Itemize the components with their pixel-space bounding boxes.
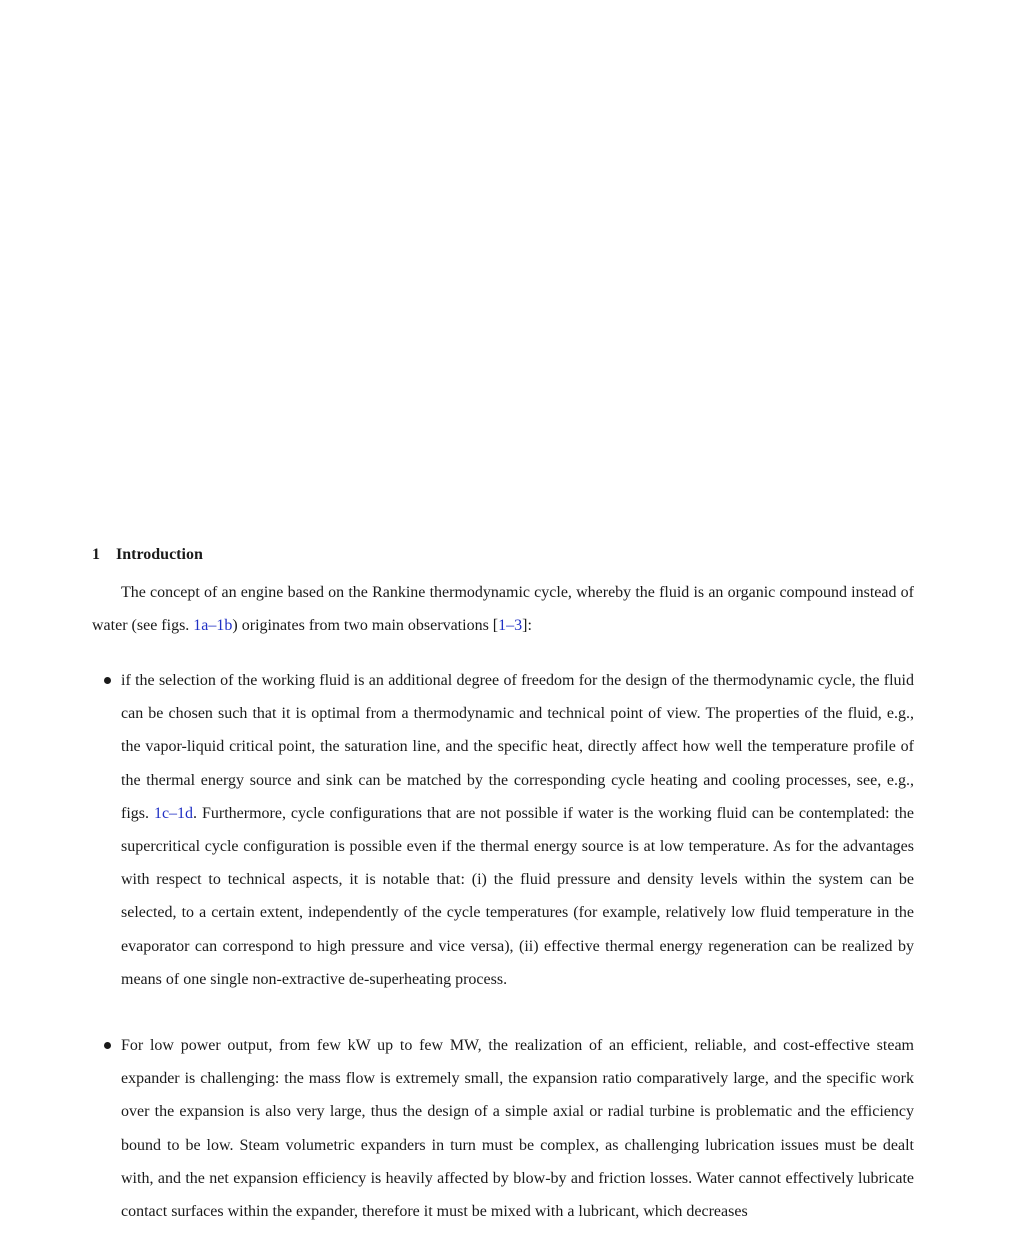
citation-ref-1[interactable]: 1: [498, 617, 507, 635]
bullet-text: if the selection of the working fluid is an additional degree of freedom for the design of the thermodynamic cycle, the fluid can be chosen such that it is optimal from a thermodynamic and technical point of view. The properties of the fluid, e.g., the vapor-liquid critical point, the saturation line, and the specific heat, directly affect how well the temperature profile of the thermal energy source and sink can be matched by the corresponding cycle heating and cooling processes, see, e.g., figs.: [121, 672, 914, 822]
intro-text: The concept of an engine based on the Rankine thermodynamic cycle, whereby the fluid is an organic compound instead of water (see figs.: [92, 584, 914, 635]
intro-paragraph: [92, 576, 914, 642]
figure-ref-1a-1b[interactable]: 1a–1b: [193, 617, 233, 635]
list-item: [92, 1029, 914, 1228]
citation-ref-dash[interactable]: –: [506, 617, 515, 635]
intro-text: ]:: [522, 617, 532, 635]
bullet-icon: [104, 677, 111, 684]
observation-list: [92, 664, 914, 1228]
citation-ref-3[interactable]: 3: [514, 617, 523, 635]
section-title: Introduction: [116, 546, 203, 563]
section-number: 1: [92, 546, 100, 563]
bullet-text: . Furthermore, cycle configurations that are not possible if water is the working fluid can be contemplated: the supercritical cycle configuration is possible even if the thermal energy source is at low temperature. As for the advantages with respect to technical aspects, it is notable that: (i) the fluid pressure and density levels within the system can be selected, to a certain extent, independently of the cycle temperatures (for example, relatively low fluid temperature in the evaporator can correspond to high pressure and vice versa), (ii) effective thermal energy regeneration can be realized by means of one single non-extractive de-superheating process.: [121, 804, 914, 988]
intro-text: ) originates from two main observations [: [232, 617, 499, 635]
figure-ref-1c-1d[interactable]: 1c–1d: [153, 804, 194, 822]
section-heading: [92, 543, 203, 567]
bullet-icon: [104, 1042, 111, 1049]
list-item: [92, 664, 914, 996]
bullet-text: For low power output, from few kW up to few MW, the realization of an efficient, reliable, and cost-effective steam expander is challenging: the mass flow is extremely small, the expansion ratio comparatively large, and the specific work over the expansion is also very large, thus the design of a simple axial or radial turbine is problematic and the efficiency bound to be low. Steam volumetric expanders in turn must be complex, as challenging lubrication issues must be dealt with, and the net expansion efficiency is heavily affected by blow-by and friction losses. Water cannot effectively lubricate contact surfaces within the expander, therefore it must be mixed with a lubricant, which decreases: [121, 1037, 914, 1221]
